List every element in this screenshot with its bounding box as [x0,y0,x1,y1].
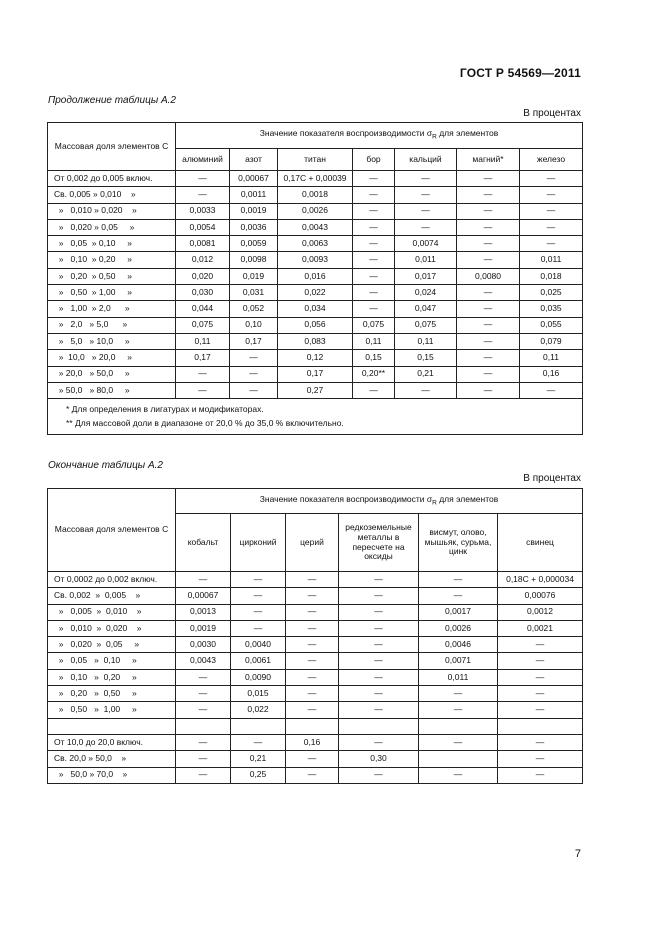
table-cell: — [353,187,395,203]
table-cell: — [176,572,231,588]
table1-unit: В процентах [523,108,581,119]
table-cell: 0,0061 [231,653,286,669]
table-cell: — [339,653,419,669]
table-cell: 0,00067 [176,588,231,604]
table-cell: — [339,637,419,653]
table-cell: 0,034 [278,301,353,317]
table-row [48,236,583,252]
table-cell: — [520,219,583,235]
table-cell: — [176,751,231,767]
table-cell: — [231,588,286,604]
row-label: » 2,0 » 5,0 » [48,317,176,333]
table-cell: 0,075 [176,317,230,333]
table-cell: — [520,203,583,219]
table-cell: 0,27 [278,382,353,398]
table-cell: — [231,572,286,588]
table-cell: 0,0046 [419,637,498,653]
document-header: ГОСТ Р 54569—2011 [459,66,581,80]
row-label: » 0,20 » 0,50 » [48,268,176,284]
table-cell: — [339,620,419,636]
row-label: » 0,010 » 0,020 » [48,203,176,219]
table-row [48,669,583,685]
table-cell: — [353,203,395,219]
table-cell: 0,11 [520,350,583,366]
table-row [48,604,583,620]
table-cell: — [286,686,339,702]
table-cell: 0,11 [176,333,230,349]
table-cell: — [176,702,231,718]
table-cell: — [457,350,520,366]
table-row [48,350,583,366]
table-cell [286,718,339,734]
table-cell: — [395,203,457,219]
table-cell: 0,011 [395,252,457,268]
table-cell: 0,15 [353,350,395,366]
table-cell: 0,0012 [498,604,583,620]
table-row [48,637,583,653]
table-cell: 0,10 [230,317,278,333]
table-cell: 0,0071 [419,653,498,669]
table-cell: 0,12 [278,350,353,366]
table-cell: 0,0033 [176,203,230,219]
table-cell: 0,011 [520,252,583,268]
table2-row-header: Массовая доля элементов С [48,489,176,572]
table-cell: 0,0017 [419,604,498,620]
table-row [48,187,583,203]
table-row [48,301,583,317]
table-cell: — [395,382,457,398]
table-cell: — [230,382,278,398]
row-label: » 0,05 » 0,10 » [48,653,176,669]
table-cell: — [176,669,231,685]
row-label: » 0,020 » 0,05 » [48,637,176,653]
table-cell: 0,20** [353,366,395,382]
table-cell: — [457,285,520,301]
table-row [48,268,583,284]
table-cell: 0,0043 [278,219,353,235]
table-row [48,734,583,750]
row-label: » 5,0 » 10,0 » [48,333,176,349]
table1-column-header: магний* [457,149,520,171]
row-label: Св. 0,005 » 0,010 » [48,187,176,203]
table-cell [339,718,419,734]
table-cell: — [520,171,583,187]
table-cell: — [498,734,583,750]
table-cell: — [457,171,520,187]
table-cell: — [176,366,230,382]
table-row [48,686,583,702]
table-cell: 0,0019 [230,203,278,219]
table2-column-header: кобальт [176,514,231,572]
table-cell: — [176,382,230,398]
table-cell: 0,0093 [278,252,353,268]
table1-column-header: железо [520,149,583,171]
row-label: Св. 20,0 » 50,0 » [48,751,176,767]
table-cell: — [230,366,278,382]
table-cell: 0,00067 [230,171,278,187]
table-cell: — [353,219,395,235]
table-cell: 0,0081 [176,236,230,252]
table-cell: 0,21 [395,366,457,382]
table-cell: 0,020 [176,268,230,284]
table-row [48,171,583,187]
table-cell: — [353,171,395,187]
table-cell: — [395,187,457,203]
table-cell: 0,0054 [176,219,230,235]
table-cell: — [419,686,498,702]
table-cell: — [176,686,231,702]
table-cell: — [457,317,520,333]
table-cell: — [339,734,419,750]
table-row [48,333,583,349]
table-cell: — [498,686,583,702]
row-label: » 0,10 » 0,20 » [48,252,176,268]
table2-group-header: Значение показателя воспроизводимости $\sigma_R$ для элементов [176,489,583,514]
table-cell: — [176,171,230,187]
table-cell: 0,0063 [278,236,353,252]
row-label: От 10,0 до 20,0 включ. [48,734,176,750]
table-cell: 0,11 [353,333,395,349]
table-cell: — [286,653,339,669]
table-cell: 0,075 [353,317,395,333]
table-cell: 0,0030 [176,637,231,653]
table-cell: 0,055 [520,317,583,333]
table-cell: — [286,572,339,588]
row-label [48,718,176,734]
table-cell: 0,018 [520,268,583,284]
table-cell: — [353,301,395,317]
table-cell: 0,18С + 0,000034 [498,572,583,588]
table-cell: — [457,252,520,268]
table-cell: 0,0036 [230,219,278,235]
table-cell: — [419,588,498,604]
table1-notes [48,399,583,435]
table-cell: 0,019 [230,268,278,284]
table-cell: 0,015 [231,686,286,702]
table-cell: — [231,734,286,750]
table1-note-1: * Для определения в лигатурах и модификаторах. [66,404,264,415]
table-cell: 0,022 [231,702,286,718]
table-cell: 0,0021 [498,620,583,636]
table-cell: — [231,620,286,636]
table-cell: 0,0013 [176,604,231,620]
table-cell: 0,0043 [176,653,231,669]
table-cell: — [395,171,457,187]
table-cell: 0,0080 [457,268,520,284]
table-cell: 0,11 [395,333,457,349]
table-cell: 0,022 [278,285,353,301]
table-cell: — [498,702,583,718]
table-row [48,572,583,588]
table-cell: — [339,572,419,588]
table-cell: 0,15 [395,350,457,366]
table-cell: 0,0074 [395,236,457,252]
table-cell: 0,030 [176,285,230,301]
table-cell: — [353,236,395,252]
table-cell: — [457,382,520,398]
table-cell: 0,17 [230,333,278,349]
table-cell: — [339,686,419,702]
row-label: » 50,0 » 70,0 » [48,767,176,783]
page-number: 7 [574,848,581,860]
table-cell: — [339,702,419,718]
row-label: » 20,0 » 50,0 » [48,366,176,382]
table-cell: — [520,187,583,203]
table-cell: 0,0011 [230,187,278,203]
table-cell: 0,012 [176,252,230,268]
table-cell: — [339,604,419,620]
table1-caption: Продолжение таблицы А.2 [48,95,176,106]
table-cell: 0,21 [231,751,286,767]
table-cell: 0,17 [278,366,353,382]
table-row [48,588,583,604]
table-cell: 0,035 [520,301,583,317]
row-label: » 0,020 » 0,05 » [48,219,176,235]
row-label: » 1,00 » 2,0 » [48,301,176,317]
table-cell: — [339,669,419,685]
table-row [48,317,583,333]
table-cell: 0,30 [339,751,419,767]
table-cell: — [176,734,231,750]
table-cell: 0,0098 [230,252,278,268]
table-row [48,382,583,398]
table-cell: 0,0019 [176,620,231,636]
table-row [48,366,583,382]
table-row [48,653,583,669]
table-cell: — [176,187,230,203]
table1-column-header: бор [353,149,395,171]
table-row [48,203,583,219]
table-row [48,767,583,783]
table-cell: — [457,366,520,382]
table-cell: — [231,604,286,620]
table-cell: — [498,637,583,653]
table-cell [419,751,498,767]
table-cell: — [498,767,583,783]
table-cell: — [457,236,520,252]
table1-note-2: ** Для массовой доли в диапазоне от 20,0 % до 35,0 % включительно. [66,417,344,428]
table-cell: 0,011 [419,669,498,685]
table1 [47,122,583,435]
table-cell: 0,0026 [419,620,498,636]
table-cell: — [286,620,339,636]
row-label: » 0,20 » 0,50 » [48,686,176,702]
table-row [48,751,583,767]
table1-column-header: азот [230,149,278,171]
table-cell: — [286,669,339,685]
table-cell: — [286,588,339,604]
table-cell [231,718,286,734]
table-cell: 0,17 [176,350,230,366]
table1-column-header: титан [278,149,353,171]
table-cell: 0,025 [520,285,583,301]
table-cell: — [286,637,339,653]
table-cell: 0,16 [520,366,583,382]
table-cell: — [498,669,583,685]
row-label: » 0,05 » 0,10 » [48,236,176,252]
table-cell: — [457,333,520,349]
table-cell: — [353,252,395,268]
table-cell: 0,075 [395,317,457,333]
table-cell: — [339,767,419,783]
table2-column-header: церий [286,514,339,572]
table2-unit: В процентах [523,473,581,484]
table-cell: 0,079 [520,333,583,349]
table-cell: — [498,751,583,767]
table-row [48,702,583,718]
table-cell: — [353,382,395,398]
table-cell: — [176,767,231,783]
row-label: » 0,005 » 0,010 » [48,604,176,620]
table-cell: — [339,588,419,604]
table-cell: — [457,203,520,219]
table-cell: 0,024 [395,285,457,301]
table1-column-header: кальций [395,149,457,171]
table-cell: — [286,767,339,783]
table-cell: 0,056 [278,317,353,333]
table-cell: — [457,219,520,235]
table-cell: 0,031 [230,285,278,301]
table-cell: 0,17С + 0,00039 [278,171,353,187]
table-row [48,620,583,636]
table-cell: — [419,767,498,783]
table-cell: 0,017 [395,268,457,284]
table-cell: 0,25 [231,767,286,783]
row-label: » 0,50 » 1,00 » [48,285,176,301]
table-cell: 0,0040 [231,637,286,653]
table-row [48,285,583,301]
row-label: » 0,010 » 0,020 » [48,620,176,636]
table-cell: — [419,734,498,750]
table-row [48,718,583,734]
row-label: » 0,50 » 1,00 » [48,702,176,718]
table-cell: 0,044 [176,301,230,317]
table-row [48,219,583,235]
table-cell: — [457,301,520,317]
table-cell: — [498,653,583,669]
table2-column-header: висмут, олово, мышьяк, сурьма, цинк [419,514,498,572]
table2 [47,488,583,784]
table2-column-header: цирконий [231,514,286,572]
table-cell: — [353,285,395,301]
table-cell: 0,0090 [231,669,286,685]
table-cell: 0,047 [395,301,457,317]
table-cell: 0,016 [278,268,353,284]
table2-caption: Окончание таблицы А.2 [48,460,163,471]
table2-column-header: редкоземельные металлы в пересчете на оксиды [339,514,419,572]
row-label: Св. 0,002 » 0,005 » [48,588,176,604]
table-cell: — [353,268,395,284]
table-cell: — [286,702,339,718]
table-cell: 0,052 [230,301,278,317]
table-cell: — [230,350,278,366]
table-row [48,252,583,268]
row-label: » 10,0 » 20,0 » [48,350,176,366]
table-cell: — [520,236,583,252]
table-cell: — [286,751,339,767]
table-cell: 0,0018 [278,187,353,203]
table-cell: — [419,572,498,588]
table-cell: — [286,604,339,620]
table-cell: — [457,187,520,203]
table-cell: 0,0059 [230,236,278,252]
table-cell [498,718,583,734]
table1-row-header: Массовая доля элементов С [48,123,176,171]
row-label: » 0,10 » 0,20 » [48,669,176,685]
table-cell: 0,0026 [278,203,353,219]
row-label: » 50,0 » 80,0 » [48,382,176,398]
table2-column-header: свинец [498,514,583,572]
table-cell: — [395,219,457,235]
table-cell: — [520,382,583,398]
table-cell: — [419,702,498,718]
row-label: От 0,0002 до 0,002 включ. [48,572,176,588]
table-cell [419,718,498,734]
table-cell: 0,00076 [498,588,583,604]
table-cell: 0,083 [278,333,353,349]
table-cell [176,718,231,734]
table-cell: 0,16 [286,734,339,750]
table1-column-header: алюминий [176,149,230,171]
row-label: От 0,002 до 0,005 включ. [48,171,176,187]
table1-group-header: Значение показателя воспроизводимости $\sigma_R$ для элементов [176,123,583,149]
